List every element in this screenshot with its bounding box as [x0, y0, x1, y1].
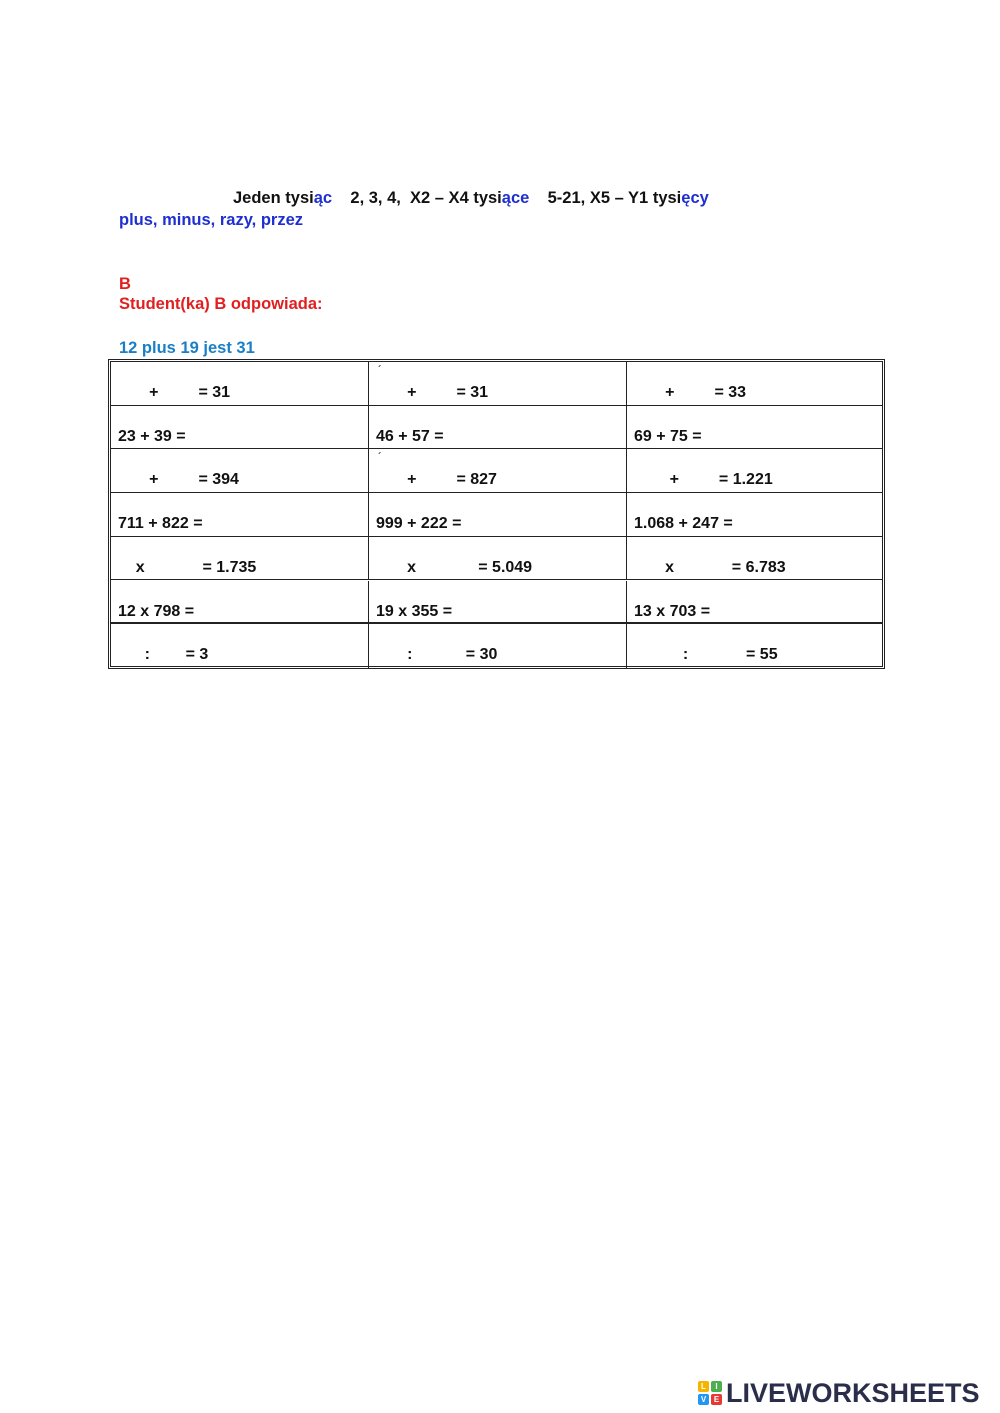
section-title: Student(ka) B odpowiada: [119, 295, 323, 313]
table-cell-text: 1.068 + 247 = [634, 515, 733, 533]
table-cell-text: 23 + 39 = [118, 427, 186, 445]
table-cell-text: 999 + 222 = [376, 515, 462, 533]
table-cell-text: x = 6.783 [634, 558, 786, 576]
table-cell [369, 493, 627, 537]
tick-mark: ´ [378, 363, 382, 377]
table-cell [369, 362, 627, 406]
logo-tile: V [698, 1394, 709, 1405]
table-cell [627, 406, 882, 450]
example-sentence: 12 plus 19 jest 31 [119, 339, 255, 357]
header-segment: ące [501, 189, 530, 207]
table-cell [111, 449, 369, 493]
table-cell [111, 537, 369, 581]
table-cell [627, 624, 882, 668]
header-line-2: plus, minus, razy, przez [119, 211, 303, 229]
table-cell-text: : = 3 [118, 646, 209, 664]
logo-tile: I [711, 1381, 722, 1392]
header-segment: ęcy [681, 189, 709, 207]
table-cell-text: 19 x 355 = [376, 602, 453, 620]
worksheet-table [108, 359, 885, 669]
table-cell-text: : = 30 [376, 646, 498, 664]
table-cell [111, 581, 369, 625]
table-cell-text: 13 x 703 = [634, 602, 711, 620]
logo-text: LIVEWORKSHEETS [726, 1377, 980, 1408]
table-cell-text: + = 394 [118, 471, 239, 489]
table-cell [627, 537, 882, 581]
logo-tiles-icon [698, 1381, 722, 1405]
header-segment: 2, 3, 4, X2 – X4 tysi [332, 189, 502, 207]
header-segment: Jeden tysi [233, 189, 314, 207]
header-segment: ąc [313, 189, 333, 207]
table-cell [627, 449, 882, 493]
table-cell [627, 493, 882, 537]
table-cell-text: 69 + 75 = [634, 427, 702, 445]
table-cell [111, 362, 369, 406]
table-cell-text: : = 55 [634, 646, 778, 664]
table-cell [369, 624, 627, 668]
table-cell [369, 581, 627, 625]
table-cell [369, 537, 627, 581]
table-cell [627, 362, 882, 406]
header-line-1 [233, 189, 709, 208]
table-cell [369, 449, 627, 493]
table-cell-text: + = 31 [118, 384, 231, 401]
header-segment: 5-21, X5 – Y1 tysi [529, 189, 682, 207]
table-cell-text: 46 + 57 = [376, 427, 444, 445]
liveworksheets-logo [698, 1378, 980, 1408]
table-cell-text: 711 + 822 = [118, 515, 203, 533]
table-cell [111, 493, 369, 537]
table-cell-text: + = 31 [376, 384, 489, 401]
table-cell [627, 581, 882, 625]
table-cell-text: + = 33 [634, 384, 747, 401]
table-cell [369, 406, 627, 450]
table-cell [111, 406, 369, 450]
table-cell-text: + = 1.221 [634, 471, 773, 489]
section-letter: B [119, 275, 131, 293]
table-cell-text: x = 1.735 [118, 558, 257, 576]
table-cell-text: 12 x 798 = [118, 602, 195, 620]
logo-tile: E [711, 1394, 722, 1405]
table-cell-text: x = 5.049 [376, 558, 533, 576]
logo-tile: L [698, 1381, 709, 1392]
table-cell-text: + = 827 [376, 471, 497, 489]
table-cell [111, 624, 369, 668]
tick-mark: ´ [378, 450, 382, 465]
